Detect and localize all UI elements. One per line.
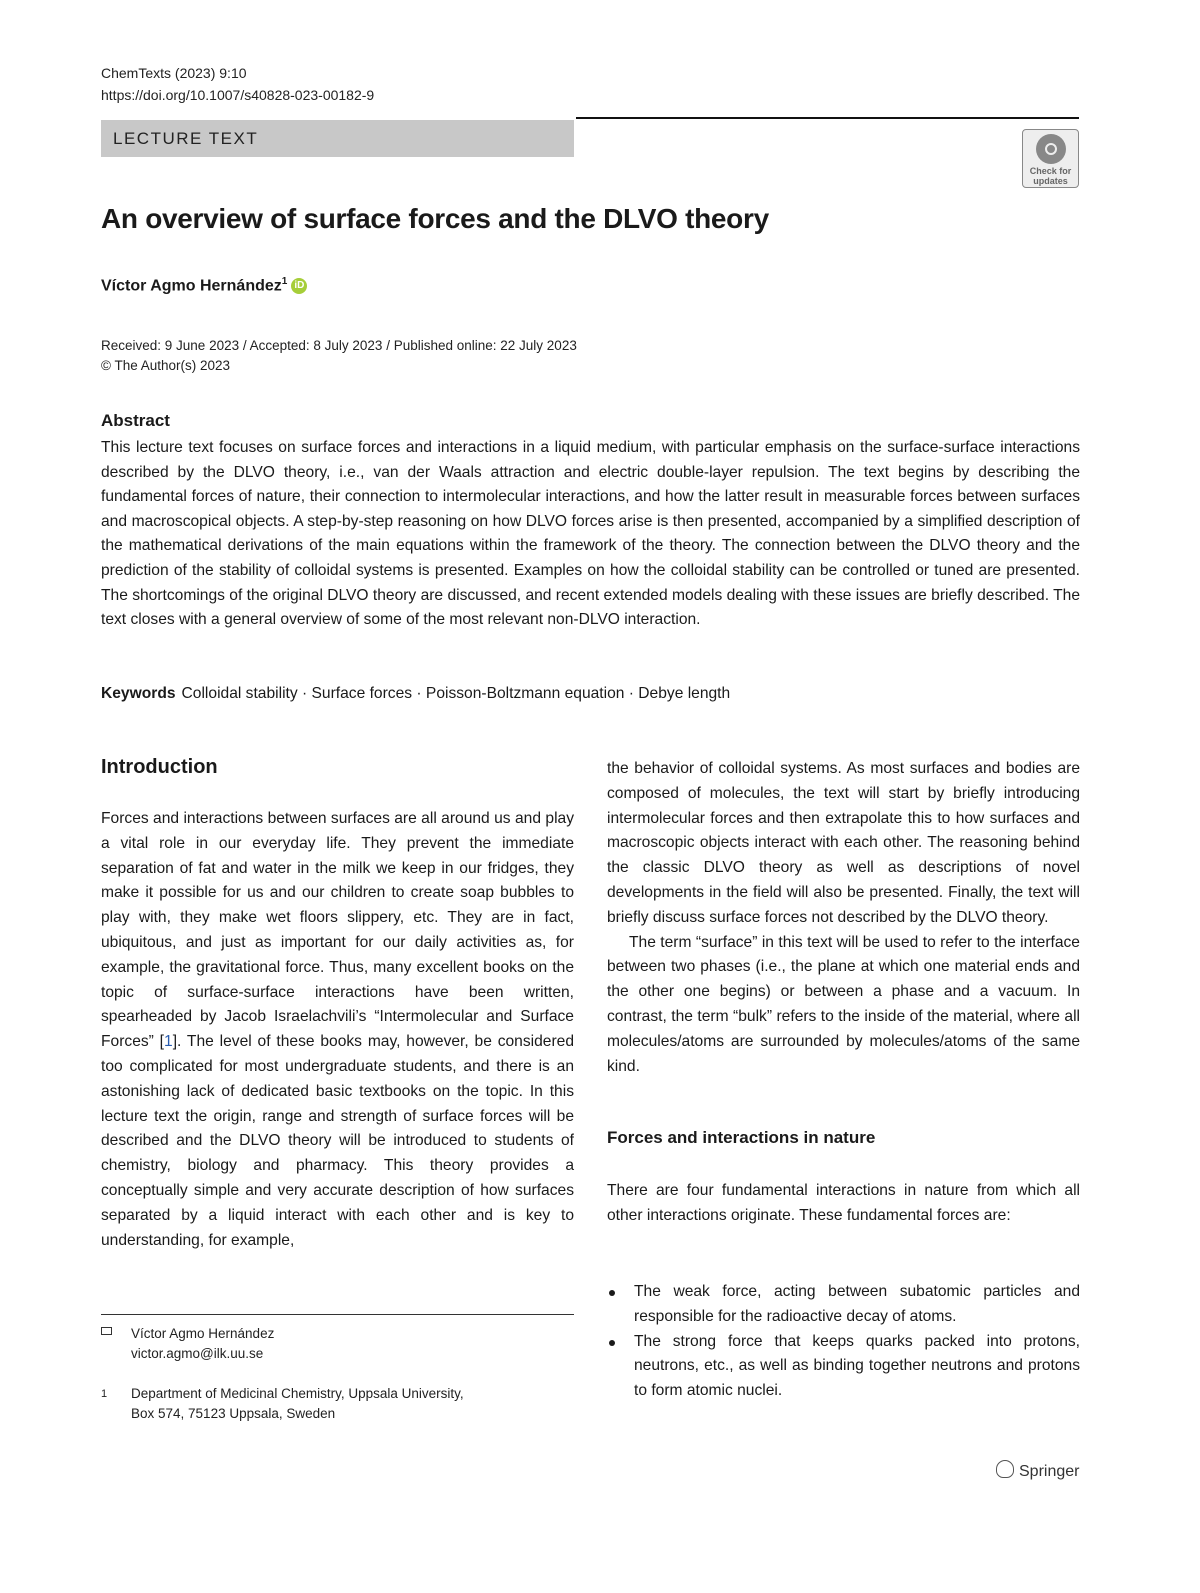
dates-line: Received: 9 June 2023 / Accepted: 8 July 2023 / Published online: 22 July 2023	[101, 338, 577, 353]
badge-label: Check for updates	[1029, 166, 1072, 186]
introduction-paragraph-2: The term “surface” in this text will be used to refer to the interface between two phases (i.e., the plane at which one material ends and the other one begins) or between a phase and a vacuum. In contrast, the term “bulk” refers to the inside of the material, where all molecules/atoms are surrounded by molecules/atoms of the same kind.	[607, 933, 1080, 1075]
intro-text-part2: ]. The level of these books may, however, be considered too complicated for most undergraduate students, and there is an astonishing lack of dedicated basic textbooks on the topic. In this lecture text the origin, range and strength of surface forces will be described and the DLVO theory will be introduced to students of chemistry, biology and pharmacy. This theory provides a conceptually simple and very accurate description of how surfaces separated by a liquid interact with each other and is key to understanding, for example,	[101, 1033, 575, 1249]
footnote-rule	[101, 1314, 574, 1315]
forces-paragraph-1: There are four fundamental interactions in nature from which all other interactions originate. These fundamental forces are:	[607, 1182, 1080, 1224]
check-for-updates-badge[interactable]	[1022, 129, 1079, 188]
envelope-icon	[101, 1324, 112, 1344]
introduction-paragraph-1	[101, 807, 574, 1253]
introduction-right-column	[607, 757, 1080, 1079]
doi-link[interactable]: https://doi.org/10.1007/s40828-023-00182-9	[101, 87, 375, 103]
forces-section-heading: Forces and interactions in nature	[607, 1128, 876, 1147]
publisher-logo	[996, 1460, 1079, 1481]
introduction-left-column	[101, 807, 574, 1253]
introduction-paragraph-1-continued: the behavior of colloidal systems. As most surfaces and bodies are composed of molecules, the text will start by briefly introducing intermolecular forces and then extrapolate this to how surfaces and macroscopic objects interact with each other. The reasoning behind the classic DLVO theory as well as descriptions of novel developments in the field will also be presented. Finally, the text will briefly discuss surface forces not described by the DLVO theory.	[607, 760, 1080, 926]
article-title: An overview of surface forces and the DLVO theory	[101, 203, 769, 234]
corresponding-author-footnote	[101, 1324, 274, 1364]
affiliation-footnote	[101, 1384, 464, 1424]
check-updates-icon	[1036, 134, 1066, 164]
keywords-list: Colloidal stability · Surface forces · Poisson-Boltzmann equation · Debye length	[181, 685, 731, 702]
author-name[interactable]: Víctor Agmo Hernández	[101, 277, 282, 295]
springer-horse-icon	[996, 1460, 1014, 1478]
publication-dates	[101, 336, 577, 376]
corresponding-author-email[interactable]: victor.agmo@ilk.uu.se	[131, 1346, 264, 1361]
list-item: The strong force that keeps quarks packed into protons, neutrons, etc., as well as binding together neutrons and protons to form atomic nuclei.	[607, 1330, 1080, 1404]
fundamental-forces-list	[607, 1280, 1080, 1404]
author-affiliation-mark: 1	[281, 276, 288, 287]
keywords-label: Keywords	[101, 685, 176, 702]
affiliation-line-1: Department of Medicinal Chemistry, Uppsala University,	[131, 1386, 464, 1401]
publisher-name: Springer	[1019, 1463, 1080, 1480]
copyright-line: © The Author(s) 2023	[101, 358, 231, 373]
author-line	[101, 276, 307, 295]
forces-section-body	[607, 1179, 1080, 1229]
affiliation-mark: 1	[101, 1388, 108, 1400]
reference-link-1[interactable]: 1	[164, 1033, 173, 1051]
header-rule	[576, 117, 1079, 119]
list-item: The weak force, acting between subatomic particles and responsible for the radioactive decay of atoms.	[607, 1280, 1080, 1330]
journal-citation: ChemTexts (2023) 9:10	[101, 65, 247, 81]
keywords-line	[101, 685, 730, 703]
intro-text-part1: Forces and interactions between surfaces are all around us and play a vital role in our everyday life. They prevent the immediate separation of fat and water in the milk we keep in our fridges, they make it possible for us and our children to create soap bubbles to play with, they make wet floors slippery, etc. They are in fact, ubiquitous, and just as important for our daily activities as, for example, the gravitational force. Thus, many excellent books on the topic of surface-surface interactions have been written, spearheaded by Jacob Israelachvili’s “Intermolecular and Surface Forces” [	[101, 810, 574, 1051]
introduction-heading: Introduction	[101, 756, 218, 778]
orcid-icon[interactable]: iD	[291, 278, 307, 294]
affiliation-line-2: Box 574, 75123 Uppsala, Sweden	[131, 1406, 336, 1421]
article-type-banner: LECTURE TEXT	[101, 120, 574, 157]
corresponding-author-name: Víctor Agmo Hernández	[131, 1326, 275, 1341]
abstract-heading: Abstract	[101, 411, 170, 430]
abstract-text: This lecture text focuses on surface forces and interactions in a liquid medium, with particular emphasis on the surface-surface interactions described by the DLVO theory, i.e., van der Waals attraction and electric double-layer repulsion. The text begins by describing the fundamental forces of nature, their connection to intermolecular interactions, and how the latter result in measurable forces between surfaces and macroscopical objects. A step-by-step reasoning on how DLVO forces arise is then presented, accompanied by a simplified description of the mathematical derivations of the main equations within the framework of the theory. The connection between the DLVO theory and the prediction of the stability of colloidal systems is presented. Examples on how the colloidal stability can be controlled or tuned are presented. The shortcomings of the original DLVO theory are discussed, and recent extended models dealing with these issues are briefly described. The text closes with a general overview of some of the most relevant non-DLVO interaction.	[101, 439, 1080, 629]
